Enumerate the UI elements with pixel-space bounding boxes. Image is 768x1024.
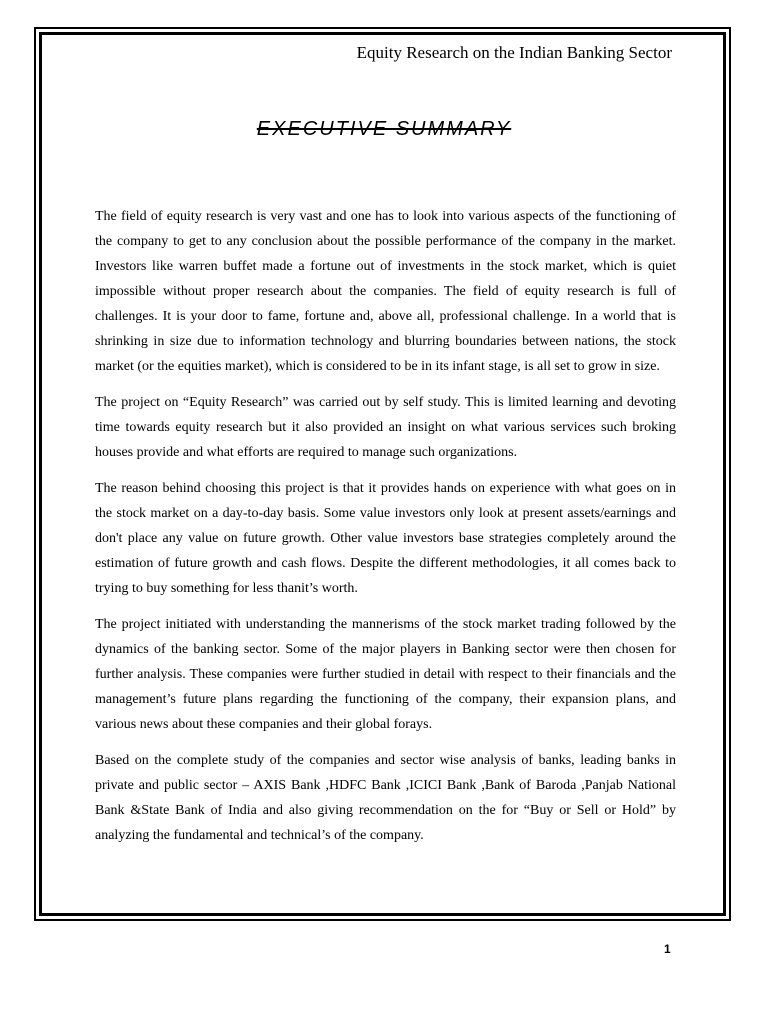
body-paragraph-4: The project initiated with understanding the mannerisms of the stock market trading followed by the dynamics of the banking sector. Some of the major players in Banking sector were then chosen for further analysis. These companies were further studied in detail with respect to their financials and the management’s future plans regarding the functioning of the company, their expansion plans, and various news about these companies and their global forays. (95, 617, 676, 732)
body-paragraph-2: The project on “Equity Research” was carried out by self study. This is limited learning and devoting time towards equity research but it also provided an insight on what various services such broking houses provide and what efforts are required to manage such organizations. (95, 395, 676, 460)
section-title: EXECUTIVE SUMMARY (256, 118, 512, 140)
body-paragraph-1: The field of equity research is very vast and one has to look into various aspects of the functioning of the company to get to any conclusion about the possible performance of the company in the market. Investors like warren buffet made a fortune out of investments in the stock market, which is quiet impossible without proper research about the companies. The field of equity research is full of challenges. It is your door to fame, fortune and, above all, professional challenge. In a world that is shrinking in size due to information technology and blurring boundaries between nations, the stock market (or the equities market), which is considered to be in its infant stage, is all set to grow in size. (95, 209, 676, 374)
body-paragraph-5: Based on the complete study of the companies and sector wise analysis of banks, leading banks in private and public sector – AXIS Bank ,HDFC Bank ,ICICI Bank ,Bank of Baroda ,Panjab National Bank &State Bank of India and also giving recommendation on the for “Buy or Sell or Hold” by analyzing the fundamental and technical’s of the company. (95, 753, 676, 843)
body-paragraph-3: The reason behind choosing this project is that it provides hands on experience with what goes on in the stock market on a day-to-day basis. Some value investors only look at present assets/earnings and don't place any value on future growth. Other value investors base strategies completely around the estimation of future growth and cash flows. Despite the different methodologies, it all comes back to trying to buy something for less thanit’s worth. (95, 481, 676, 596)
section-body (95, 204, 676, 859)
running-header: Equity Research on the Indian Banking Sector (356, 43, 672, 62)
page-number: 1 (664, 942, 671, 956)
